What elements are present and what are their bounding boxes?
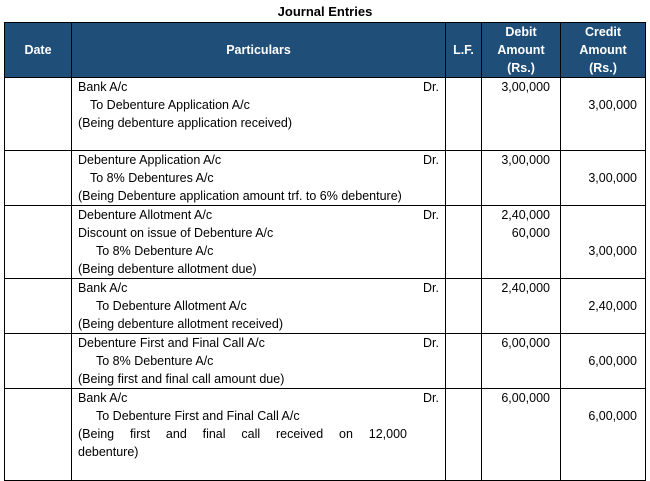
debit-amount-2: 60,000 bbox=[511, 226, 550, 240]
header-debit-line-1: Debit bbox=[505, 25, 537, 39]
credit-amount: 2,40,000 bbox=[588, 299, 637, 313]
date-cell bbox=[5, 206, 72, 279]
particulars-cell bbox=[72, 334, 446, 389]
header-particulars: Particulars bbox=[72, 23, 446, 78]
header-credit-amount bbox=[561, 23, 646, 78]
lf-cell bbox=[446, 334, 482, 389]
lf-cell bbox=[446, 78, 482, 151]
debit-cell bbox=[482, 206, 561, 279]
date-cell bbox=[5, 279, 72, 334]
credit-cell bbox=[561, 78, 646, 151]
credit-amount: 6,00,000 bbox=[588, 354, 637, 368]
narration-line-2: debenture) bbox=[78, 445, 139, 459]
credit-cell bbox=[561, 206, 646, 279]
debit-account: Debenture Allotment A/c bbox=[78, 208, 213, 222]
journal-entry bbox=[5, 279, 646, 334]
credit-amount: 3,00,000 bbox=[588, 244, 637, 258]
journal-entry bbox=[5, 151, 646, 206]
debit-account: Debenture Application A/c bbox=[78, 153, 222, 167]
narration-line-1: (Being first and final call received on 12,000 bbox=[78, 427, 407, 441]
debit-amount: 2,40,000 bbox=[501, 208, 550, 222]
credit-cell bbox=[561, 334, 646, 389]
debit-cell bbox=[482, 279, 561, 334]
header-credit-line-3: (Rs.) bbox=[589, 61, 617, 75]
credit-amount: 3,00,000 bbox=[588, 171, 637, 185]
date-cell bbox=[5, 151, 72, 206]
date-cell bbox=[5, 78, 72, 151]
debit-amount: 2,40,000 bbox=[501, 281, 550, 295]
page-title: Journal Entries bbox=[277, 4, 373, 19]
journal-entry bbox=[5, 78, 646, 151]
credit-account: To Debenture Application A/c bbox=[90, 98, 250, 112]
lf-cell bbox=[446, 279, 482, 334]
journal-entry bbox=[5, 389, 646, 481]
debit-account: Debenture First and Final Call A/c bbox=[78, 336, 265, 350]
lf-cell bbox=[446, 151, 482, 206]
lf-cell bbox=[446, 206, 482, 279]
debit-cell bbox=[482, 151, 561, 206]
narration: (Being first and final call amount due) bbox=[78, 372, 285, 386]
particulars-cell bbox=[72, 389, 446, 481]
credit-account: To 8% Debenture A/c bbox=[96, 354, 214, 368]
debit-cell bbox=[482, 78, 561, 151]
credit-cell bbox=[561, 279, 646, 334]
credit-account: To 8% Debentures A/c bbox=[90, 171, 214, 185]
header-credit-line-2: Amount bbox=[579, 43, 627, 57]
journal-table bbox=[4, 22, 646, 481]
header-debit-line-2: Amount bbox=[497, 43, 545, 57]
debit-amount: 6,00,000 bbox=[501, 336, 550, 350]
header-credit-line-1: Credit bbox=[584, 25, 622, 39]
header-debit-line-3: (Rs.) bbox=[507, 61, 535, 75]
narration: (Being debenture application received) bbox=[78, 116, 293, 130]
debit-amount: 3,00,000 bbox=[501, 153, 550, 167]
credit-amount: 3,00,000 bbox=[588, 98, 637, 112]
narration: (Being Debenture application amount trf. to 6% debenture) bbox=[78, 189, 402, 203]
lf-cell bbox=[446, 389, 482, 481]
debit-account: Bank A/c bbox=[78, 80, 128, 94]
debit-account: Bank A/c bbox=[78, 281, 128, 295]
journal-entry bbox=[5, 334, 646, 389]
debit-cell bbox=[482, 389, 561, 481]
dr-marker: Dr. bbox=[423, 153, 439, 167]
narration: (Being debenture allotment received) bbox=[78, 317, 283, 331]
date-cell bbox=[5, 389, 72, 481]
particulars-cell bbox=[72, 78, 446, 151]
debit-account-2: Discount on issue of Debenture A/c bbox=[78, 226, 274, 240]
credit-account: To Debenture Allotment A/c bbox=[96, 299, 247, 313]
credit-cell bbox=[561, 389, 646, 481]
date-cell bbox=[5, 334, 72, 389]
header-lf: L.F. bbox=[446, 23, 482, 78]
header-debit-amount bbox=[482, 23, 561, 78]
dr-marker: Dr. bbox=[423, 336, 439, 350]
header-row bbox=[5, 23, 646, 78]
narration: (Being debenture allotment due) bbox=[78, 262, 257, 276]
dr-marker: Dr. bbox=[423, 208, 439, 222]
particulars-cell bbox=[72, 206, 446, 279]
debit-amount: 6,00,000 bbox=[501, 391, 550, 405]
debit-amount: 3,00,000 bbox=[501, 80, 550, 94]
debit-cell bbox=[482, 334, 561, 389]
dr-marker: Dr. bbox=[423, 281, 439, 295]
credit-amount: 6,00,000 bbox=[588, 409, 637, 423]
credit-account: To 8% Debenture A/c bbox=[96, 244, 214, 258]
particulars-cell bbox=[72, 279, 446, 334]
debit-account: Bank A/c bbox=[78, 391, 128, 405]
credit-cell bbox=[561, 151, 646, 206]
dr-marker: Dr. bbox=[423, 391, 439, 405]
particulars-cell bbox=[72, 151, 446, 206]
credit-account: To Debenture First and Final Call A/c bbox=[96, 409, 300, 423]
header-date: Date bbox=[5, 23, 72, 78]
dr-marker: Dr. bbox=[423, 80, 439, 94]
journal-entry bbox=[5, 206, 646, 279]
